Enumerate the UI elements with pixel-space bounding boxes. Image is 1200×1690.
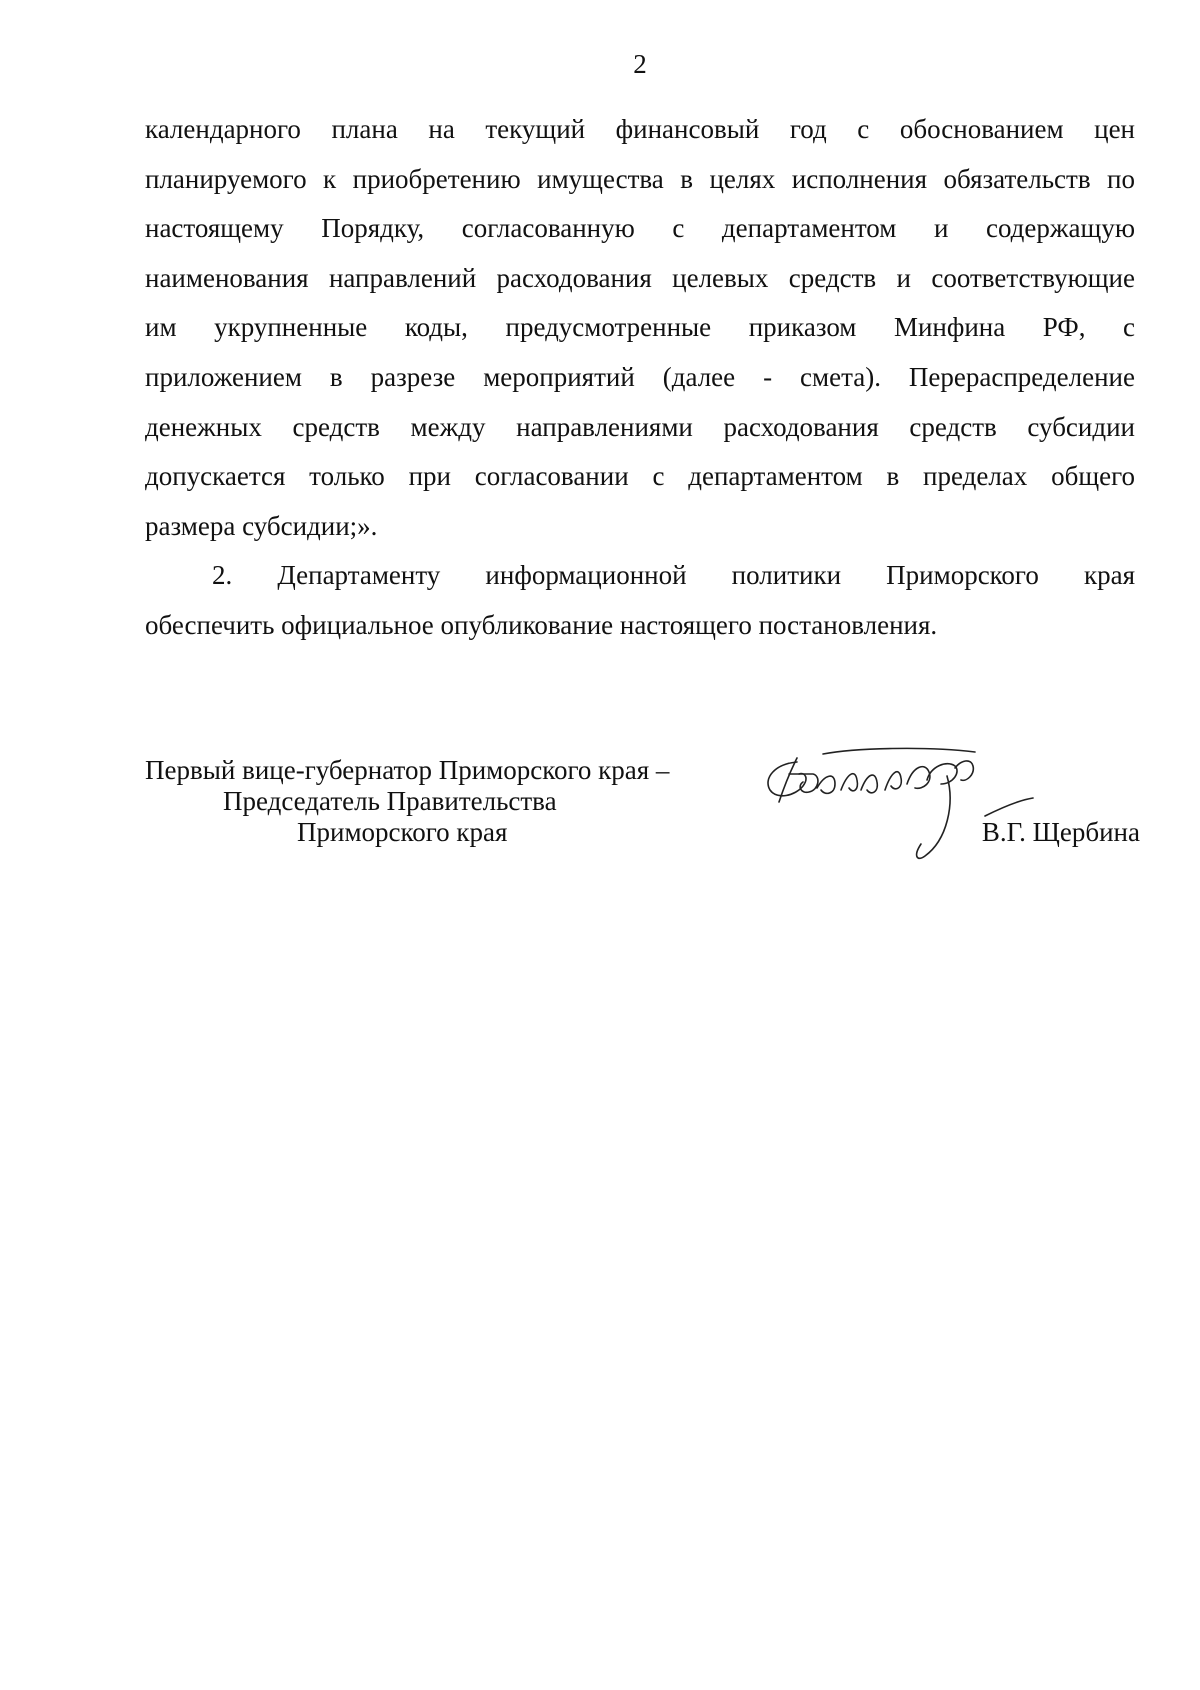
paragraph-2 [145, 551, 1135, 650]
signatory-title-line-2: Председатель Правительства [223, 786, 557, 816]
text-line: планируемого к приобретению имущества в целях исполнения обязательств по [145, 163, 1135, 194]
text-line: наименования направлений расходования целевых средств и соответствующие [145, 262, 1135, 293]
text-line: настоящему Порядку, согласованную с департаментом и содержащую [145, 213, 1135, 244]
text-line: размера субсидии;». [145, 510, 378, 541]
handwritten-signature [685, 744, 1085, 874]
text-line: 2. Департаменту информационной политики Приморского края [212, 560, 1135, 591]
text-line: им укрупненные коды, предусмотренные приказом Минфина РФ, с [145, 312, 1135, 343]
text-line: календарного плана на текущий финансовый год с обоснованием цен [145, 114, 1135, 144]
document-body [145, 105, 1135, 651]
signature-block [145, 754, 1140, 874]
text-line: допускается только при согласовании с департаментом в пределах общего [145, 461, 1135, 492]
signatory-title-line-1: Первый вице-губернатор Приморского края – [145, 755, 670, 785]
text-line: обеспечить официальное опубликование настоящего постановления. [145, 609, 938, 640]
text-line: денежных средств между направлениями расходования средств субсидии [145, 411, 1135, 442]
text-line: приложением в разрезе мероприятий (далее - смета). Перераспределение [145, 361, 1135, 392]
paragraph-1 [145, 105, 1135, 551]
page-number: 2 [633, 49, 647, 79]
signatory-title-line-3: Приморского края [297, 817, 508, 847]
signatory-name: В.Г. Щербина [981, 817, 1140, 847]
